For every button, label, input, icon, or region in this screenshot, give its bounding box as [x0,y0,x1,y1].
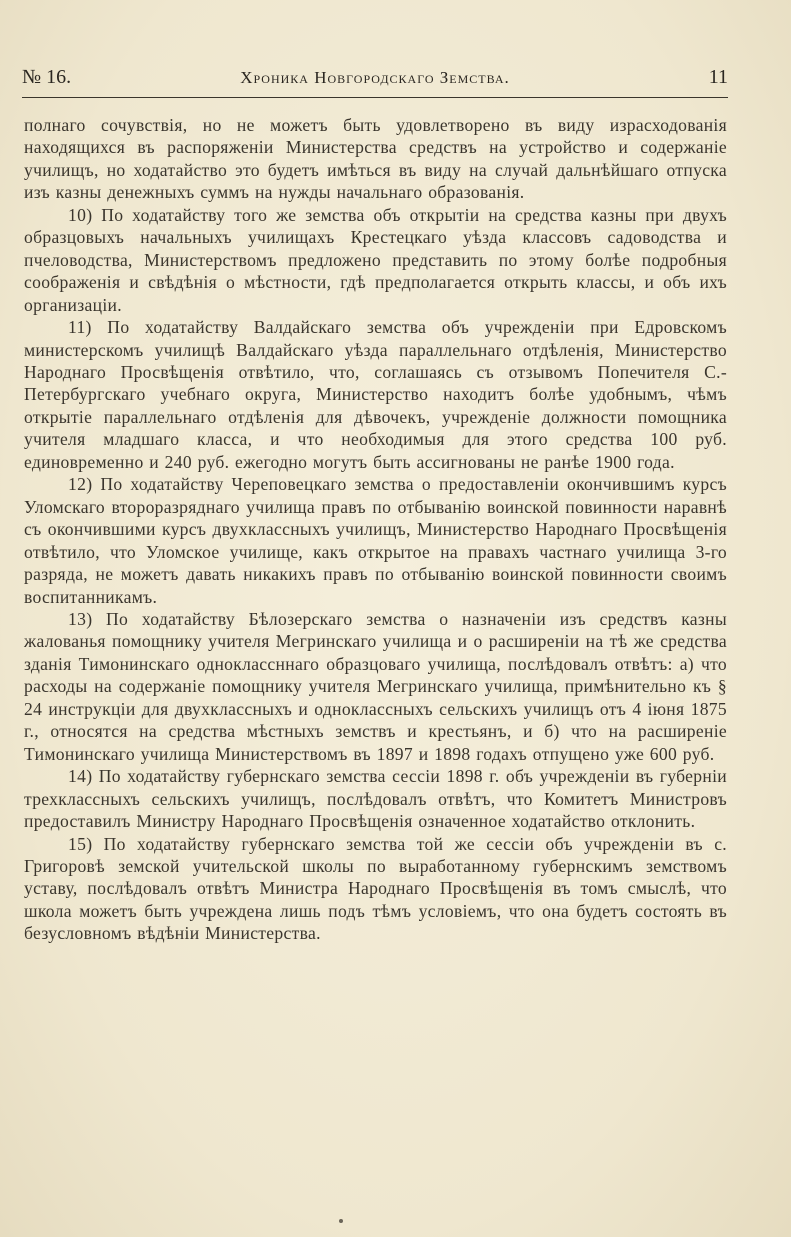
issue-number: № 16. [22,66,72,88]
paragraph-12: 12) По ходатайству Череповецкаго земства о предоставленіи окончившимъ курсъ Уломскаго второразряднаго училища правъ по отбыванію воинской повинности наравнѣ съ окончившими курсъ двухклассныхъ училищъ, Министерство Народнаго Просвѣщенія отвѣтило, что Уломское училище, какъ открытое на правахъ частнаго училища 3-го разряда, не можетъ давать никакихъ правъ по отбыванію воинской повинности своимъ воспитанникамъ. [24,474,727,607]
header-rule [22,97,728,98]
paragraph-14: 14) По ходатайству губернскаго земства сессіи 1898 г. объ учрежденіи въ губерніи трехклассныхъ сельскихъ училищъ, послѣдовалъ отвѣтъ, что Комитетъ Министровъ предоставилъ Министру Народнаго Просвѣщенія означенное ходатайство отклонить. [24,766,727,832]
page-number: 11 [708,66,728,88]
paragraph-13: 13) По ходатайству Бѣлозерскаго земства о назначеніи изъ средствъ казны жалованья помощнику учителя Мегринскаго училища и о расширеніи на тѣ же средства зданія Тимонинскаго одноклассннаго образцоваго училища, послѣдовалъ отвѣтъ: а) что расходы на содержаніе помощнику учителя Мегринскаго училища, примѣнительно къ § 24 инструкціи для двухклассныхъ и одноклассныхъ сельскихъ училищъ отъ 4 іюня 1875 г., относятся на средства мѣстныхъ земствъ и крестьянъ, и б) что на расширеніе Тимонинскаго училища Министерствомъ въ 1897 и 1898 годахъ отпущено уже 600 руб. [24,608,727,764]
body-text [24,114,727,945]
paragraph-11: 11) По ходатайству Валдайскаго земства объ учрежденіи при Едровскомъ министерскомъ училищѣ Валдайскаго уѣзда параллельнаго отдѣленія, Министерство Народнаго Просвѣщенія отвѣтило, что, соглашаясь съ отзывомъ Попечителя С.-Петербургскаго учебнаго округа, Министерство находитъ болѣе удобнымъ, чѣмъ открытіе параллельнаго отдѣленія для дѣвочекъ, учрежденіе должности помощника учителя младшаго класса, и что необходимыя для этого средства 100 руб. единовременно и 240 руб. ежегодно могутъ быть ассигнованы не ранѣе 1900 года. [24,317,727,472]
paragraph-continued: полнаго сочувствія, но не можетъ быть удовлетворено въ виду израсходованія находящихся въ распоряженіи Министерства средствъ на устройство и содержаніе училищъ, но ходатайство это будетъ имѣться въ виду на случай дальнѣйшаго отпуска изъ казны денежныхъ суммъ на нужды начальнаго образованія. [24,115,727,203]
paragraph-15: 15) По ходатайству губернскаго земства той же сессіи объ учрежденіи въ с. Григоровѣ земской учительской школы по выработанному губернскимъ земствомъ уставу, послѣдовалъ отвѣтъ Министра Народнаго Просвѣщенія въ томъ смыслѣ, что школа можетъ быть учреждена лишь подъ тѣмъ условіемъ, что она будетъ состоять въ безусловномъ вѣдѣніи Министерства. [24,833,727,944]
journal-title: Хроника Новгородскаго Земства. [240,68,510,87]
paragraph-10: 10) По ходатайству того же земства объ открытіи на средства казны при двухъ образцовыхъ начальныхъ училищахъ Крестецкаго уѣзда классовъ садоводства и пчеловодства, Министерствомъ предложено представить по этому болѣе подробныя соображенія и свѣдѣнія о мѣстности, гдѣ предполагается открыть классы, и объ ихъ организаціи. [24,204,727,315]
running-header [22,66,728,96]
print-speck [339,1219,343,1223]
